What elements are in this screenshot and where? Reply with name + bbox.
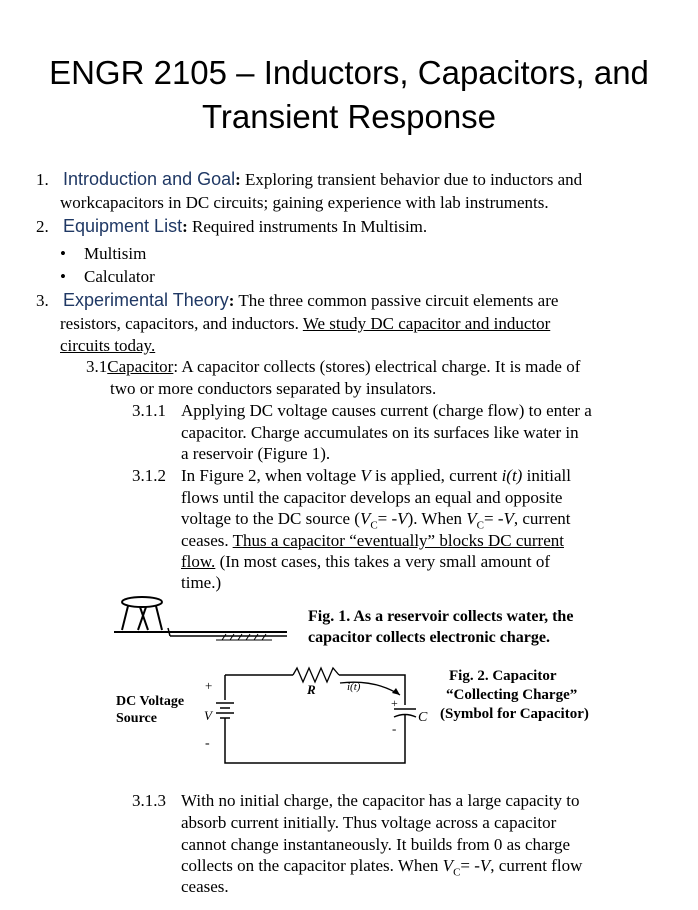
- section-2-text-1: Required instruments In Multisim.: [187, 217, 428, 236]
- subsection-3-1-2-line-6: time.): [181, 573, 222, 592]
- section-3-text-1: The three common passive circuit elements are: [234, 291, 559, 310]
- subsection-3-1-1-number: 3.1.1: [132, 401, 166, 420]
- subscript: C: [476, 519, 484, 532]
- section-1-line-1: [36, 169, 582, 190]
- page-title-line-2: Transient Response: [201, 98, 497, 135]
- section-3-text-2b: We study DC capacitor and inductor: [302, 314, 551, 333]
- tank-leg: [156, 606, 162, 630]
- subsection-3-1-2-line-5: [181, 551, 550, 572]
- subsection-3-1-3-line-5: ceases.: [181, 877, 229, 896]
- subsection-3-1-number: 3.1: [86, 357, 108, 376]
- subsection-3-1-label: Capacitor: [107, 357, 174, 376]
- subsection-3-1-3-line-4: [181, 855, 582, 883]
- section-1-number: 1.: [36, 170, 49, 189]
- section-1-text-2: workcapacitors in DC circuits; gaining experience with lab instruments.: [60, 193, 549, 212]
- subsection-3-1-3-number: 3.1.3: [132, 791, 166, 810]
- ground-hatch: [254, 634, 258, 640]
- voltage-symbol: V: [359, 509, 371, 528]
- figure-2-caption: [440, 667, 589, 724]
- text-run: , current: [513, 509, 571, 528]
- voltage-symbol: V: [442, 856, 454, 875]
- subsection-3-1-1-line-1: Applying DC voltage causes current (charge flow) to enter a: [181, 401, 592, 420]
- source-label-line-1: DC Voltage: [116, 694, 185, 709]
- section-2-heading: Equipment List: [63, 216, 183, 236]
- source-voltage-label: V: [204, 708, 212, 723]
- figure-1-reservoir: [112, 594, 292, 642]
- subsection-3-1-text-1: : A capacitor collects (stores) electrical charge. It is made of: [173, 357, 581, 376]
- text-run: = -: [460, 856, 480, 875]
- subsection-3-1-3-line-2: absorb current initially. Thus voltage across a capacitor: [181, 813, 557, 832]
- text-run: initiall: [522, 466, 571, 485]
- source-minus: -: [205, 736, 210, 751]
- section-3-text-3: circuits today.: [60, 336, 156, 355]
- text-run: ). When: [407, 509, 467, 528]
- capacitor-plus: +: [391, 696, 398, 710]
- bullet-icon: •: [60, 244, 66, 263]
- source-label-line-2: Source: [116, 711, 157, 726]
- subsection-3-1-text-2: two or more conductors separated by insulators.: [110, 379, 437, 398]
- text-run: = -: [484, 509, 504, 528]
- figure-1-caption-line-1: Fig. 1. As a reservoir collects water, the: [308, 608, 574, 625]
- figure-2-caption-line-1: Fig. 2. Capacitor: [449, 668, 557, 684]
- text-run: voltage to the DC source (: [181, 509, 360, 528]
- section-3-line-1: [36, 290, 558, 311]
- figure-2-caption-line-3: (Symbol for Capacitor): [440, 706, 589, 722]
- subsection-3-1-3-line-3: cannot change instantaneously. It builds from 0 as charge: [181, 835, 570, 854]
- voltage-symbol: V: [397, 509, 408, 528]
- source-plus: +: [205, 678, 213, 693]
- voltage-symbol: V: [360, 466, 371, 485]
- voltage-symbol: V: [466, 509, 477, 528]
- text-run: , current flow: [490, 856, 583, 875]
- text-run: Thus a capacitor “eventually” blocks DC current: [232, 531, 564, 550]
- bullet-label: Calculator: [84, 267, 155, 286]
- page-title-line-1: ENGR 2105 – Inductors, Capacitors, and: [49, 54, 649, 91]
- section-2-number: 2.: [36, 217, 49, 236]
- subscript: C: [453, 866, 461, 879]
- capacitor-minus: -: [392, 721, 397, 736]
- subsection-3-1-3-line-1: With no initial charge, the capacitor has a large capacity to: [181, 791, 580, 810]
- bullet-item: [60, 243, 147, 264]
- section-3-number: 3.: [36, 291, 49, 310]
- subsection-3-1-2-line-4: [181, 530, 564, 551]
- ground-hatch: [230, 634, 234, 640]
- pipe: [168, 628, 170, 636]
- ground-hatch: [222, 634, 226, 640]
- bullet-label: Multisim: [84, 244, 147, 263]
- text-run: ceases.: [181, 531, 233, 550]
- ground-hatch: [238, 634, 242, 640]
- subsection-3-1-2-line-1: [181, 465, 571, 486]
- text-run: In Figure 2, when voltage: [181, 466, 361, 485]
- section-3-heading: Experimental Theory: [63, 290, 229, 310]
- resistor-label: R: [307, 682, 316, 697]
- current-label: i(t): [347, 681, 361, 693]
- subsection-3-1-2-number: 3.1.2: [132, 466, 166, 485]
- arrow-head-icon: [392, 688, 400, 695]
- section-2-colon: :: [182, 217, 188, 236]
- subsection-3-1-2-line-2: flows until the capacitor develops an equal and opposite: [181, 488, 563, 507]
- text-run: (In most cases, this takes a very small amount of: [215, 552, 551, 571]
- ground-hatch: [246, 634, 250, 640]
- figure-2-circuit: [110, 655, 440, 770]
- text-run: flow.: [181, 552, 216, 571]
- bullet-item: [60, 266, 155, 287]
- text-run: collects on the capacitor plates. When: [181, 856, 443, 875]
- wire: [225, 715, 405, 763]
- subsection-3-1-1-line-2: capacitor. Charge accumulates on its surfaces like water in: [181, 423, 579, 442]
- section-3-line-2: [60, 313, 550, 334]
- resistor-symbol: [293, 668, 339, 682]
- section-1-text-1: Exploring transient behavior due to inductors and: [240, 170, 583, 189]
- ground-hatch: [262, 634, 266, 640]
- section-3-text-2a: resistors, capacitors, and inductors.: [60, 314, 303, 333]
- current-symbol: i(t): [501, 466, 523, 485]
- section-3-colon: :: [228, 291, 235, 310]
- tank-leg: [122, 606, 128, 630]
- section-1-heading: Introduction and Goal: [63, 169, 236, 189]
- tank-top: [122, 597, 162, 607]
- text-run: = -: [377, 509, 398, 528]
- bullet-icon: •: [60, 267, 66, 286]
- subscript: C: [370, 519, 378, 532]
- voltage-symbol: V: [479, 856, 491, 875]
- subsection-3-1-line-1: [86, 356, 580, 377]
- text-run: is applied, current: [370, 466, 502, 485]
- figure-2-caption-line-2: “Collecting Charge”: [446, 687, 578, 703]
- voltage-symbol: V: [503, 509, 514, 528]
- subsection-3-1-1-line-3: a reservoir (Figure 1).: [181, 444, 331, 463]
- capacitor-label: C: [418, 710, 428, 725]
- section-2-line-1: [36, 216, 427, 237]
- section-1-colon: :: [235, 170, 241, 189]
- figure-1-caption-line-2: capacitor collects electronic charge.: [308, 629, 550, 646]
- figure-1-caption: [308, 606, 573, 648]
